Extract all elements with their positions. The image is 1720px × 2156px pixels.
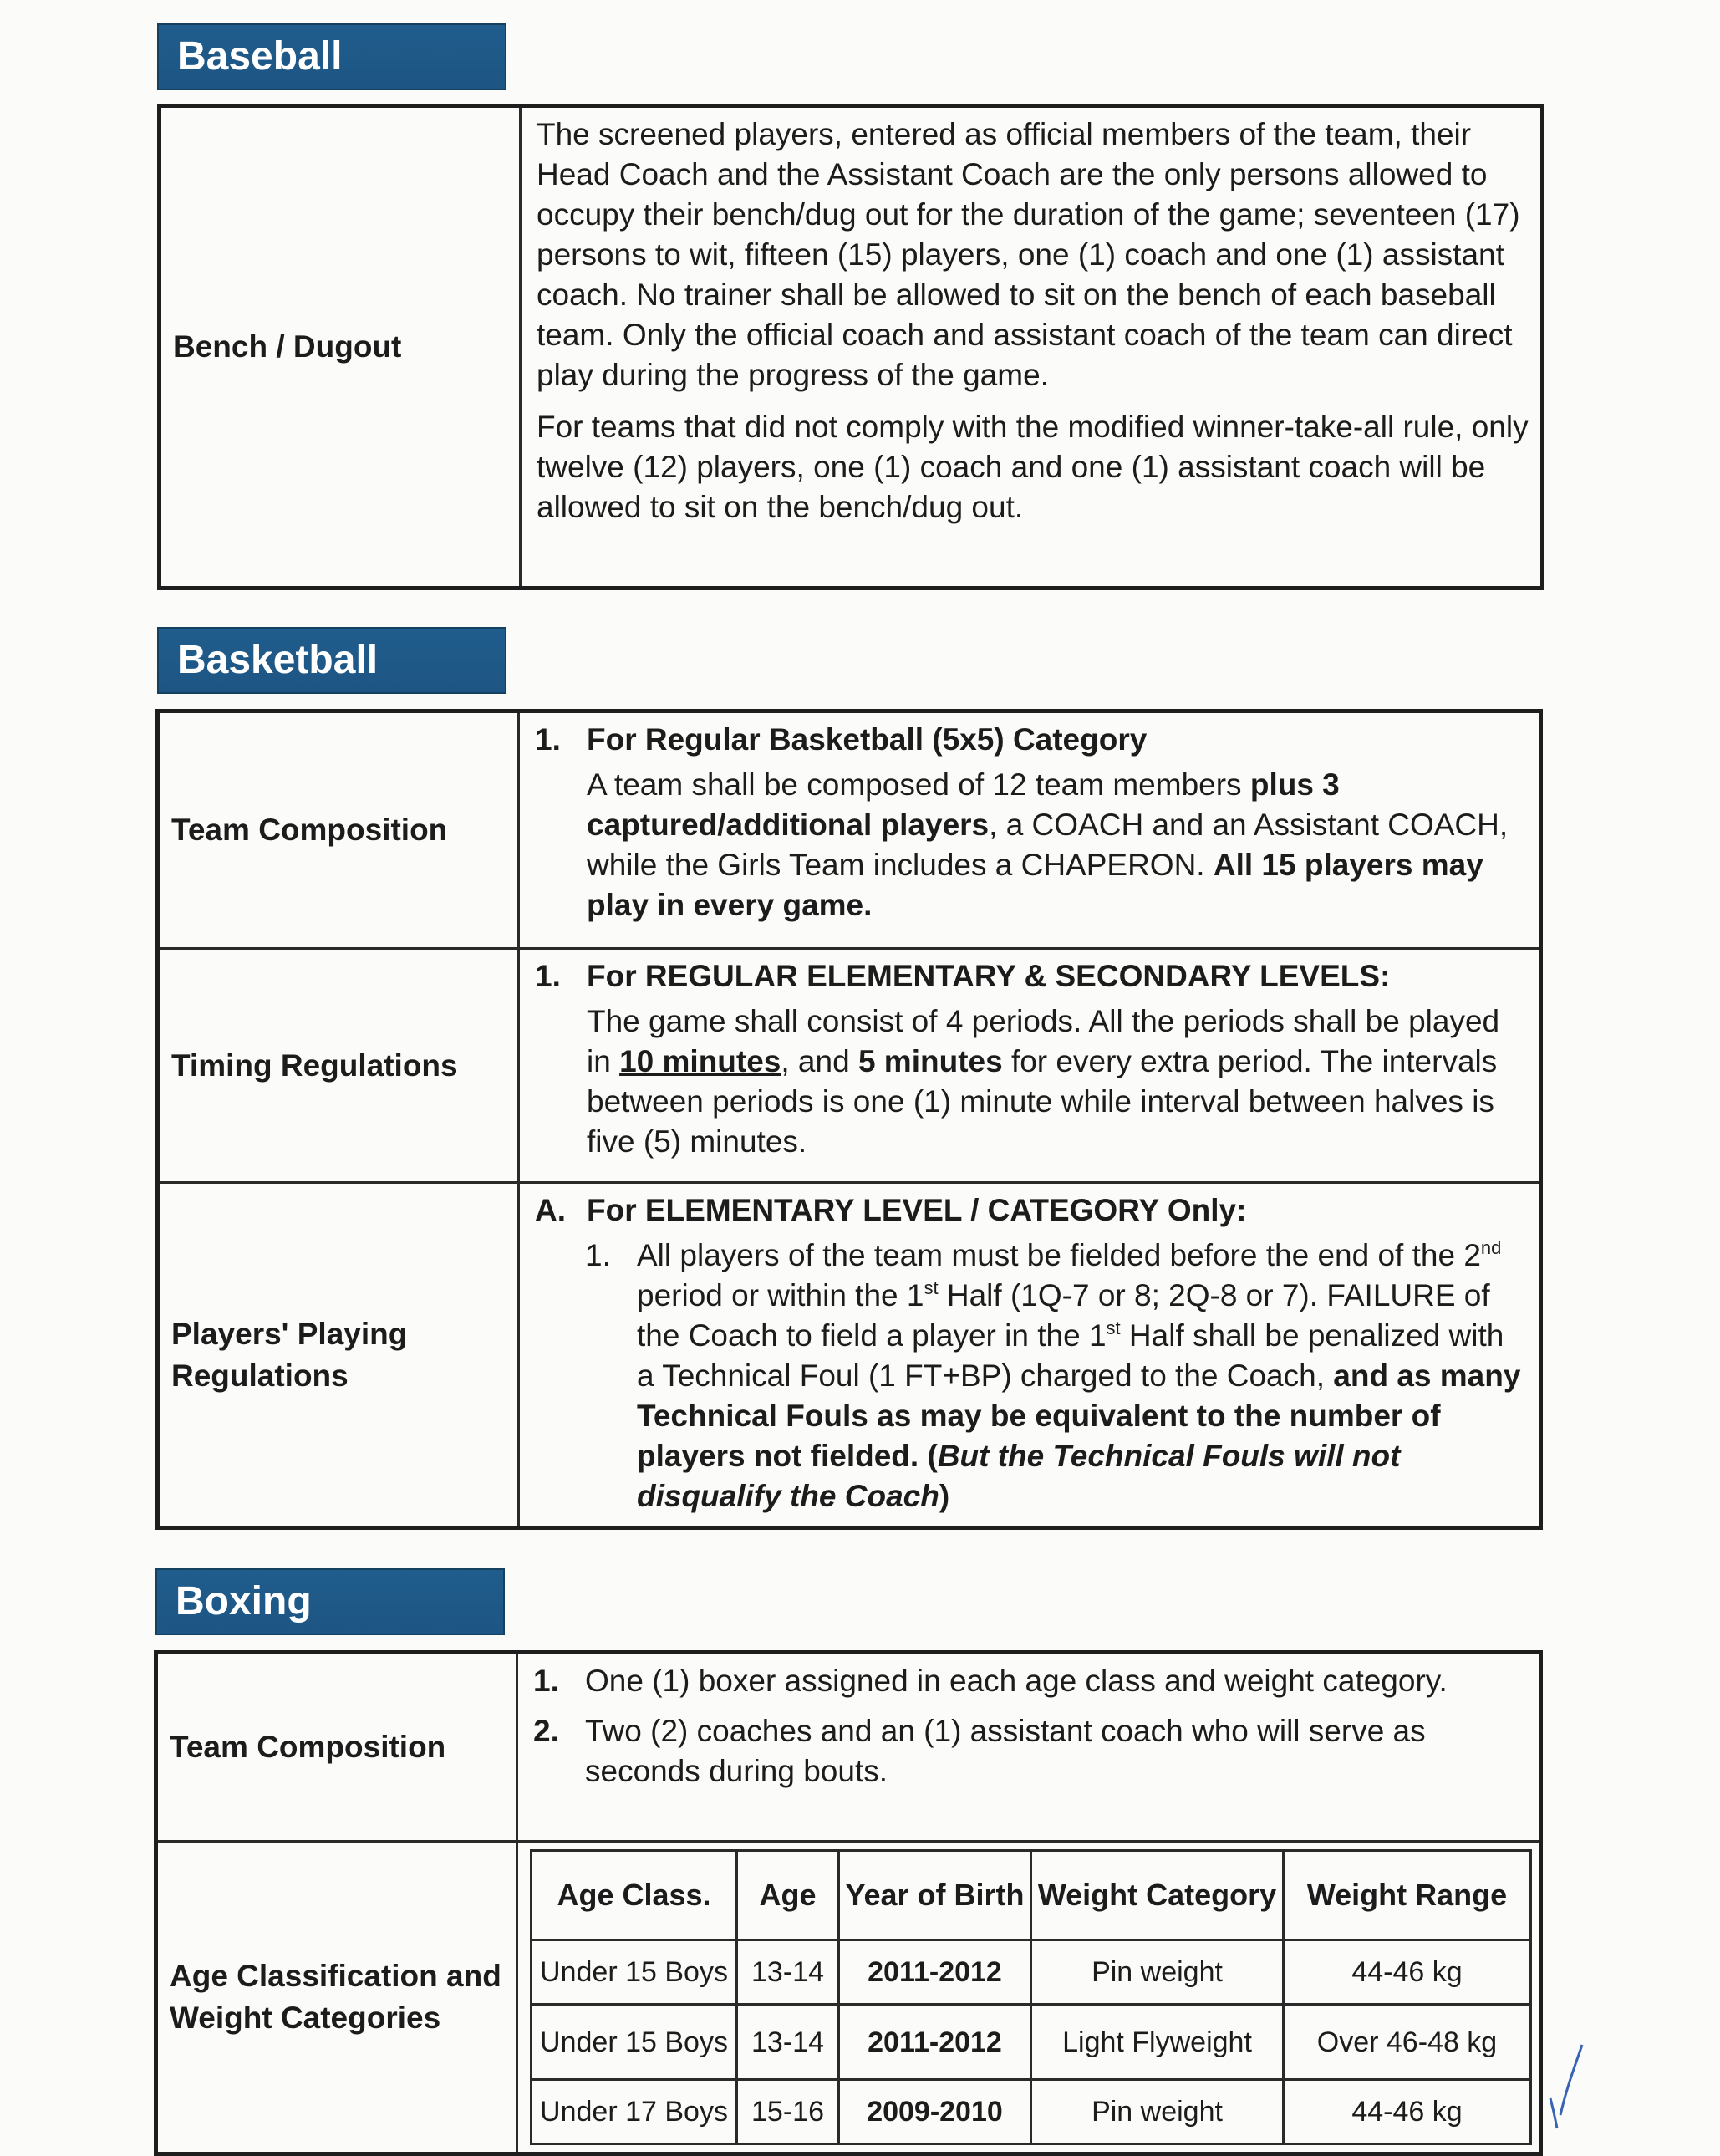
table-row (532, 2005, 1531, 2080)
bold-run: plus 3 captured/additional players (587, 767, 1340, 842)
text-run: The game shall consist of 4 periods. All the periods shall be played in (587, 1004, 1500, 1078)
pen-mark-icon (1542, 2040, 1592, 2132)
list-number: 1. (535, 722, 561, 757)
year-of-birth-cell: 2011-2012 (839, 1940, 1031, 2005)
text-run: Half (1Q-7 or 8; 2Q-8 or 7). FAILURE of the Coach to field a player in the 1 (637, 1278, 1490, 1353)
table-row (158, 711, 1541, 949)
age-class-cell: Under 17 Boys (532, 2080, 737, 2144)
age-classification-label: Age Classification and Weight Categories (156, 1842, 517, 2154)
basketball-rules-table (155, 709, 1543, 1530)
year-of-birth-cell: 2009-2010 (839, 2080, 1031, 2144)
text-run: , a COACH and an Assistant COACH, while the Girls Team includes a CHAPERON. (587, 808, 1509, 882)
column-header: Weight Category (1031, 1851, 1284, 1940)
text-run: for every extra period. The intervals between periods is one (1) minute while interval between halves is five (5) minutes. (587, 1044, 1498, 1159)
superscript: st (1106, 1318, 1121, 1338)
bench-dugout-content (521, 106, 1543, 589)
timing-regulations-label: Timing Regulations (158, 949, 519, 1183)
age-classification-content (517, 1842, 1541, 2154)
baseball-rules-table (157, 104, 1544, 590)
weight-category-cell: Light Flyweight (1031, 2005, 1284, 2080)
list-item (533, 1711, 1527, 1792)
column-header: Age Class. (532, 1851, 737, 1940)
boxing-rules-table (154, 1650, 1543, 2156)
timing-regulations-content (519, 949, 1541, 1183)
table-row (156, 1653, 1541, 1842)
baseball-section-header (157, 23, 506, 90)
list-number: 2. (533, 1714, 559, 1748)
list-item (533, 1661, 1527, 1701)
age-cell: 13-14 (737, 1940, 839, 2005)
table-row (158, 949, 1541, 1183)
bold-run: and as many Technical Fouls as may be equivalent to the number of players not fielded. (637, 1358, 1521, 1473)
list-item-text: Two (2) coaches and an (1) assistant coach who will serve as seconds during bouts. (585, 1714, 1426, 1788)
boxing-section-header (155, 1568, 505, 1635)
table-row (532, 2080, 1531, 2144)
bench-dugout-paragraph-2: For teams that did not comply with the modified winner-take-all rule, only twelve (12) players, one (1) coach and one (1) assistant coach will be allowed to sit on the bench/dug out. (537, 410, 1529, 524)
team-composition-text (587, 765, 1527, 925)
text-run: All players of the team must be fielded before the end of the 2 (637, 1238, 1481, 1272)
bold-run: 5 minutes (857, 1044, 1003, 1078)
weight-category-cell: Pin weight (1031, 1940, 1284, 2005)
table-header-row (532, 1851, 1531, 1940)
bold-run: ) (939, 1479, 950, 1513)
text-run: Half shall be penalized with a Technical Foul (1 FT+BP) charged to the Coach, (637, 1318, 1504, 1393)
table-row (532, 1940, 1531, 2005)
timing-heading: For REGULAR ELEMENTARY & SECONDARY LEVELS: (587, 959, 1391, 993)
weight-range-cell: 44-46 kg (1284, 1940, 1531, 2005)
column-header: Age (737, 1851, 839, 1940)
basketball-team-composition-label: Team Composition (158, 711, 519, 949)
superscript: nd (1480, 1237, 1502, 1258)
weight-range-cell: Over 46-48 kg (1284, 2005, 1531, 2080)
age-cell: 15-16 (737, 2080, 839, 2144)
basketball-team-composition-content (519, 711, 1541, 949)
superscript: st (924, 1277, 939, 1298)
list-number: 1. (535, 959, 561, 993)
bold-italic-run: But the Technical Fouls will not disqualify the Coach (637, 1439, 1401, 1513)
list-item-text: One (1) boxer assigned in each age class and weight category. (585, 1664, 1448, 1698)
bench-dugout-label: Bench / Dugout (160, 106, 521, 589)
table-row (160, 106, 1543, 589)
boxing-team-composition-content (517, 1653, 1541, 1842)
year-of-birth-cell: 2011-2012 (839, 2005, 1031, 2080)
table-row (156, 1842, 1541, 2154)
baseball-header-label: Baseball (177, 34, 343, 79)
age-class-cell: Under 15 Boys (532, 1940, 737, 2005)
boxing-team-composition-label: Team Composition (156, 1653, 517, 1842)
weight-category-table (530, 1849, 1532, 2145)
bench-dugout-paragraph-1: The screened players, entered as official members of the team, their Head Coach and the Assistant Coach are the only persons allowed to occupy their bench/dug out for the duration of the game; seventeen (17) persons to wit, fifteen (15) players, one (1) coach and one (1) assistant coach. No trainer shall be allowed to sit on the bench of each baseball team. Only the official coach and assistant coach of the team can direct play during the progress of the game. (537, 117, 1520, 392)
age-cell: 13-14 (737, 2005, 839, 2080)
playing-regulation-text (637, 1236, 1527, 1516)
bold-run: ( (919, 1439, 938, 1473)
text-run: period or within the 1 (637, 1278, 924, 1312)
players-playing-regulations-content (519, 1183, 1541, 1528)
column-header: Weight Range (1284, 1851, 1531, 1940)
basketball-section-header (157, 627, 506, 694)
list-number: 1. (533, 1664, 559, 1698)
players-playing-regulations-label: Players' Playing Regulations (158, 1183, 519, 1528)
text-run: A team shall be composed of 12 team members (587, 767, 1250, 802)
weight-category-cell: Pin weight (1031, 2080, 1284, 2144)
weight-range-cell: 44-46 kg (1284, 2080, 1531, 2144)
list-number: 1. (585, 1238, 611, 1272)
text-run: , and (781, 1044, 858, 1078)
bold-run: All 15 players may play in every game. (587, 848, 1483, 922)
basketball-header-label: Basketball (177, 638, 379, 682)
boxing-header-label: Boxing (176, 1579, 312, 1623)
underlined-run: 10 minutes (619, 1044, 781, 1078)
column-header: Year of Birth (839, 1851, 1031, 1940)
list-letter: A. (535, 1193, 566, 1227)
table-row (158, 1183, 1541, 1528)
timing-text (587, 1002, 1527, 1162)
regular-basketball-heading: For Regular Basketball (5x5) Category (587, 722, 1148, 757)
age-class-cell: Under 15 Boys (532, 2005, 737, 2080)
elementary-heading: For ELEMENTARY LEVEL / CATEGORY Only: (587, 1193, 1247, 1227)
